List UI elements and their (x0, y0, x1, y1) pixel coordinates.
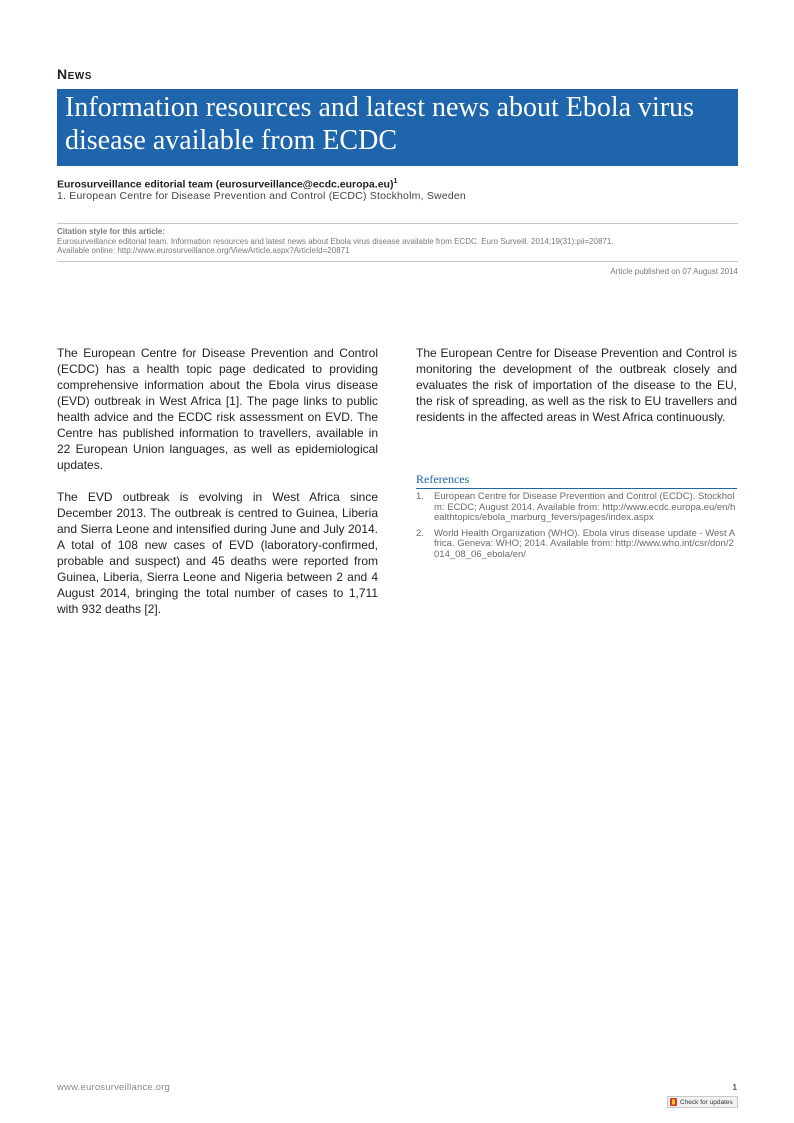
body-paragraph: The European Centre for Disease Prevention and Control (ECDC) has a health topic page dedicated to providing comprehensive information about the Ebola virus disease (EVD) outbreak in West Africa [1]. The page links to public health advice and the ECDC risk assessment on EVD. The Centre has published information to travellers, available in 22 European Union languages, as well as epidemiological updates. (57, 346, 378, 472)
check-for-updates-label: Check for updates (680, 1098, 733, 1106)
article-title: Information resources and latest news about Ebola virus disease available from ECDC (65, 92, 695, 156)
body-column-left (57, 345, 378, 633)
body-paragraph: The EVD outbreak is evolving in West Africa since December 2013. The outbreak is centred to Guinea, Liberia and Sierra Leone and intensified during June and July 2014. A total of 108 new cases of EVD (laboratory-confirmed, probable and suspect) and 45 deaths were reported from Guinea, Liberia, Sierra Leone and Nigeria between 2 and 4 August 2014, bringing the total number of cases to 1,711 with 932 deaths [2]. (57, 490, 378, 616)
author-affiliation-marker: 1 (393, 178, 398, 185)
reference-item (416, 492, 737, 524)
references-heading: References (416, 472, 737, 489)
authors: Eurosurveillance editorial team (eurosurveillance@ecdc.europa.eu) (57, 178, 394, 191)
reference-text[interactable]: European Centre for Disease Prevention and Control (ECDC). Stockholm: ECDC; August 2014. Available from: http://www.ecdc.europa.eu/en/healthtopics/ebola_marburg_fevers/pages/index.aspx (434, 491, 736, 523)
affiliation: 1. European Centre for Disease Prevention and Control (ECDC) Stockholm, Sweden (57, 190, 466, 202)
footer-website-link[interactable]: www.eurosurveillance.org (57, 1082, 171, 1093)
divider (57, 261, 738, 262)
citation-block (57, 227, 738, 256)
body-paragraph: The European Centre for Disease Prevention and Control is monitoring the development of the outbreak closely and evaluates the risk of importation of the disease to the EU, the risk of spreading, as well as the risk to EU travellers and residents in the affected areas in West Africa continuously. (416, 346, 737, 424)
references-list (416, 492, 737, 565)
crossmark-icon (670, 1098, 677, 1106)
publication-date: Article published on 07 August 2014 (610, 267, 738, 276)
reference-text[interactable]: World Health Organization (WHO). Ebola virus disease update - West Africa. Geneva: WHO; 2014. Available from: http://www.who.int/csr/don/2014_08_06_ebola/en/ (434, 527, 736, 560)
divider (57, 223, 738, 224)
citation-heading: Citation style for this article: (57, 227, 166, 236)
section-label: News (57, 66, 92, 82)
reference-number: 1. (416, 491, 424, 502)
title-banner (57, 89, 738, 166)
citation-online-link[interactable]: Available online: http://www.eurosurveillance.org/ViewArticle.aspx?ArticleId=20871 (57, 246, 350, 255)
check-for-updates-button[interactable] (667, 1096, 738, 1108)
body-column-right (416, 345, 737, 441)
citation-text: Eurosurveillance editorial team. Information resources and latest news about Ebola virus disease available from ECDC. Euro Surveill. 2014;19(31):pii=20871. (57, 236, 614, 246)
reference-number: 2. (416, 527, 424, 539)
page-number: 1 (732, 1083, 737, 1092)
authors-line (57, 178, 397, 191)
reference-item (416, 529, 737, 561)
